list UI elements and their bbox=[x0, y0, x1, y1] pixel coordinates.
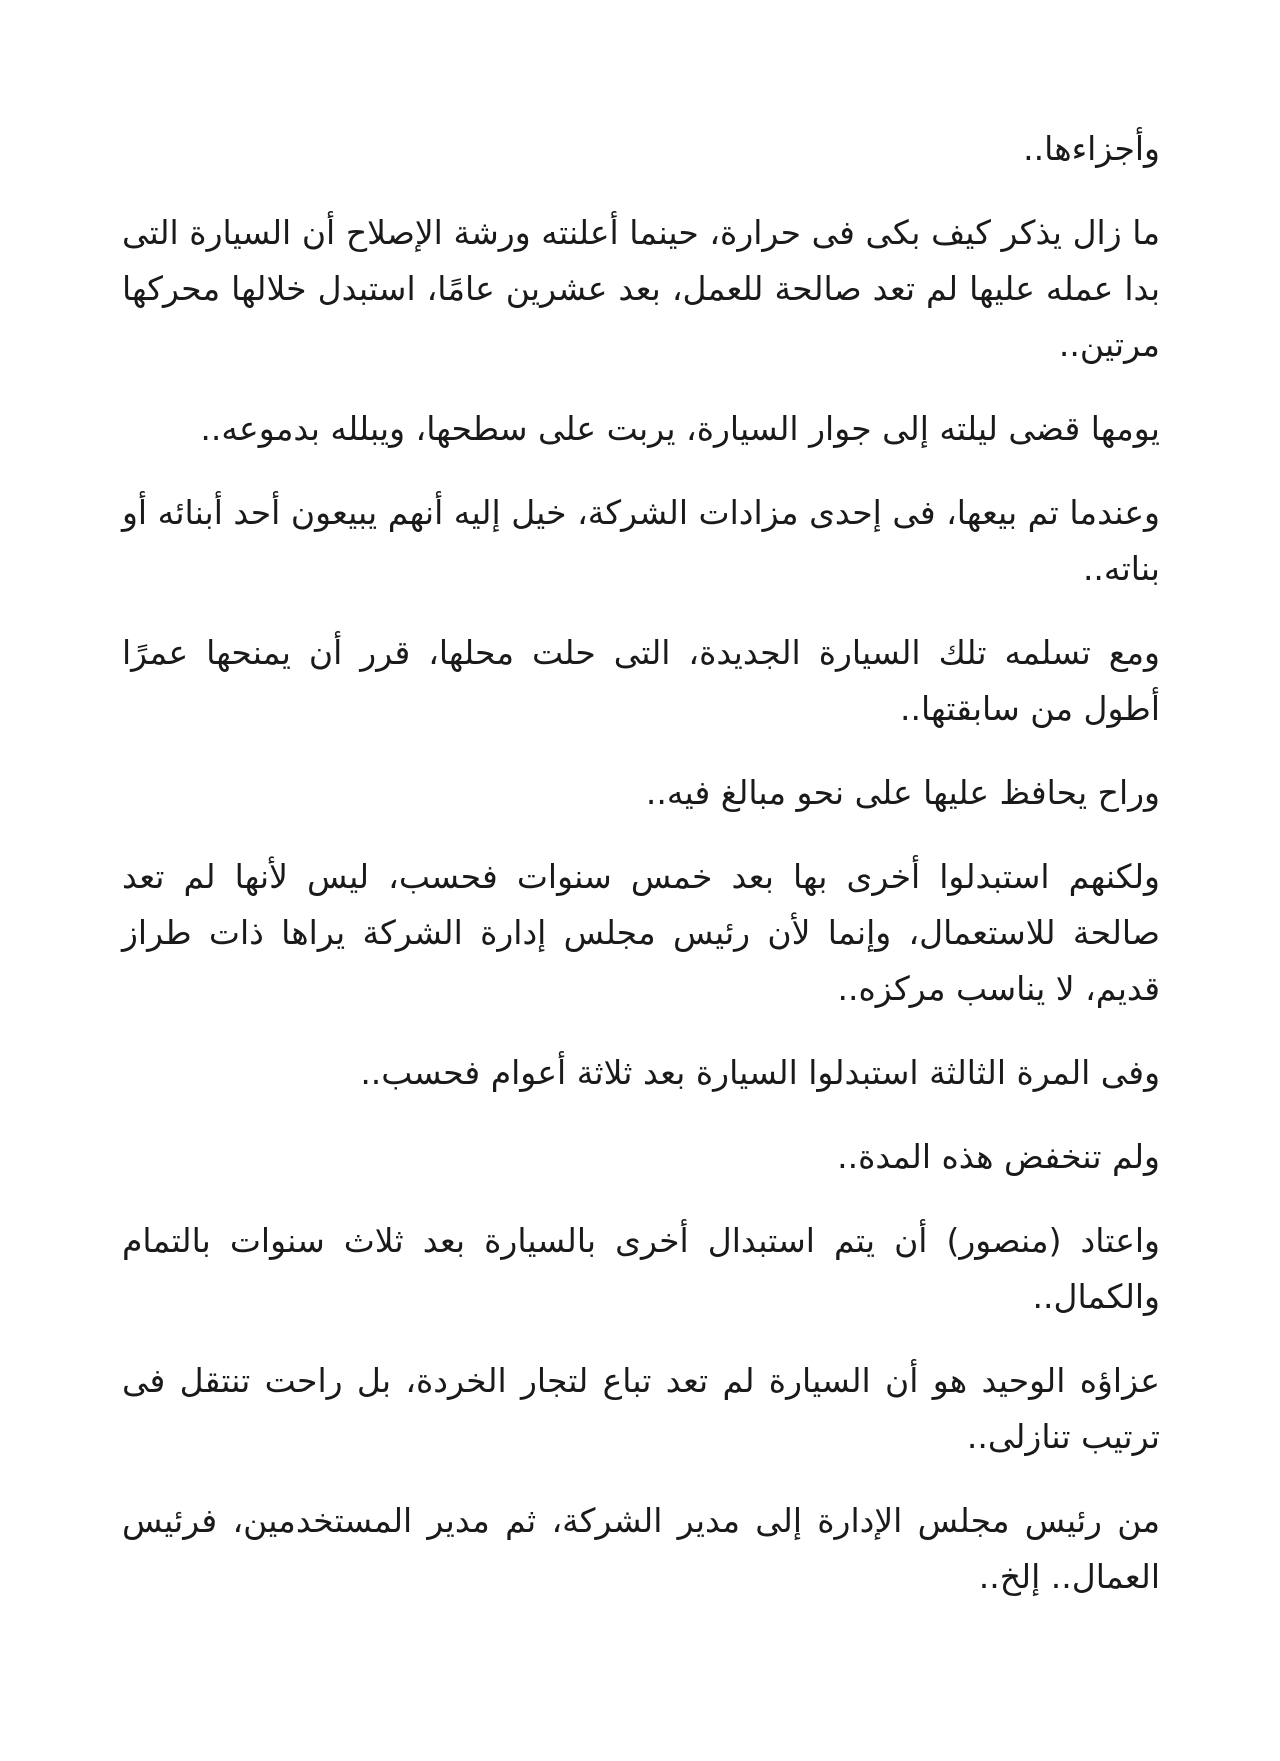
paragraph: عزاؤه الوحيد هو أن السيارة لم تعد تباع لتجار الخردة، بل راحت تنتقل فى ترتيب تنازلى.. bbox=[122, 1361, 1160, 1456]
body-text bbox=[122, 121, 1160, 1605]
paragraph: وأجزاءها.. bbox=[1023, 129, 1160, 168]
paragraph: وعندما تم بيعها، فى إحدى مزادات الشركة، خيل إليه أنهم يبيعون أحد أبنائه أو بناته.. bbox=[122, 493, 1160, 588]
paragraph: وراح يحافظ عليها على نحو مبالغ فيه.. bbox=[645, 773, 1160, 812]
paragraph: وفى المرة الثالثة استبدلوا السيارة بعد ثلاثة أعوام فحسب.. bbox=[360, 1053, 1160, 1092]
paragraph: ما زال يذكر كيف بكى فى حرارة، حينما أعلنته ورشة الإصلاح أن السيارة التى بدا عمله عليها لم تعد صالحة للعمل، بعد عشرين عامًا، استبدل خلالها محركها مرتين.. bbox=[122, 213, 1160, 364]
paragraph: يومها قضى ليلته إلى جوار السيارة، يربت على سطحها، ويبلله بدموعه.. bbox=[200, 409, 1160, 448]
paragraph: واعتاد (منصور) أن يتم استبدال أخرى بالسيارة بعد ثلاث سنوات بالتمام والكمال.. bbox=[122, 1221, 1160, 1316]
paragraph: ولم تنخفض هذه المدة.. bbox=[837, 1137, 1160, 1176]
paragraph: ومع تسلمه تلك السيارة الجديدة، التى حلت محلها، قرر أن يمنحها عمرًا أطول من سابقتها.. bbox=[122, 633, 1160, 728]
paragraph: ولكنهم استبدلوا أخرى بها بعد خمس سنوات فحسب، ليس لأنها لم تعد صالحة للاستعمال، وإنما لأن رئيس مجلس إدارة الشركة يراها ذات طراز قديم، لا يناسب مركزه.. bbox=[122, 857, 1160, 1008]
paragraph: من رئيس مجلس الإدارة إلى مدير الشركة، ثم مدير المستخدمين، فرئيس العمال.. إلخ.. bbox=[122, 1501, 1160, 1596]
